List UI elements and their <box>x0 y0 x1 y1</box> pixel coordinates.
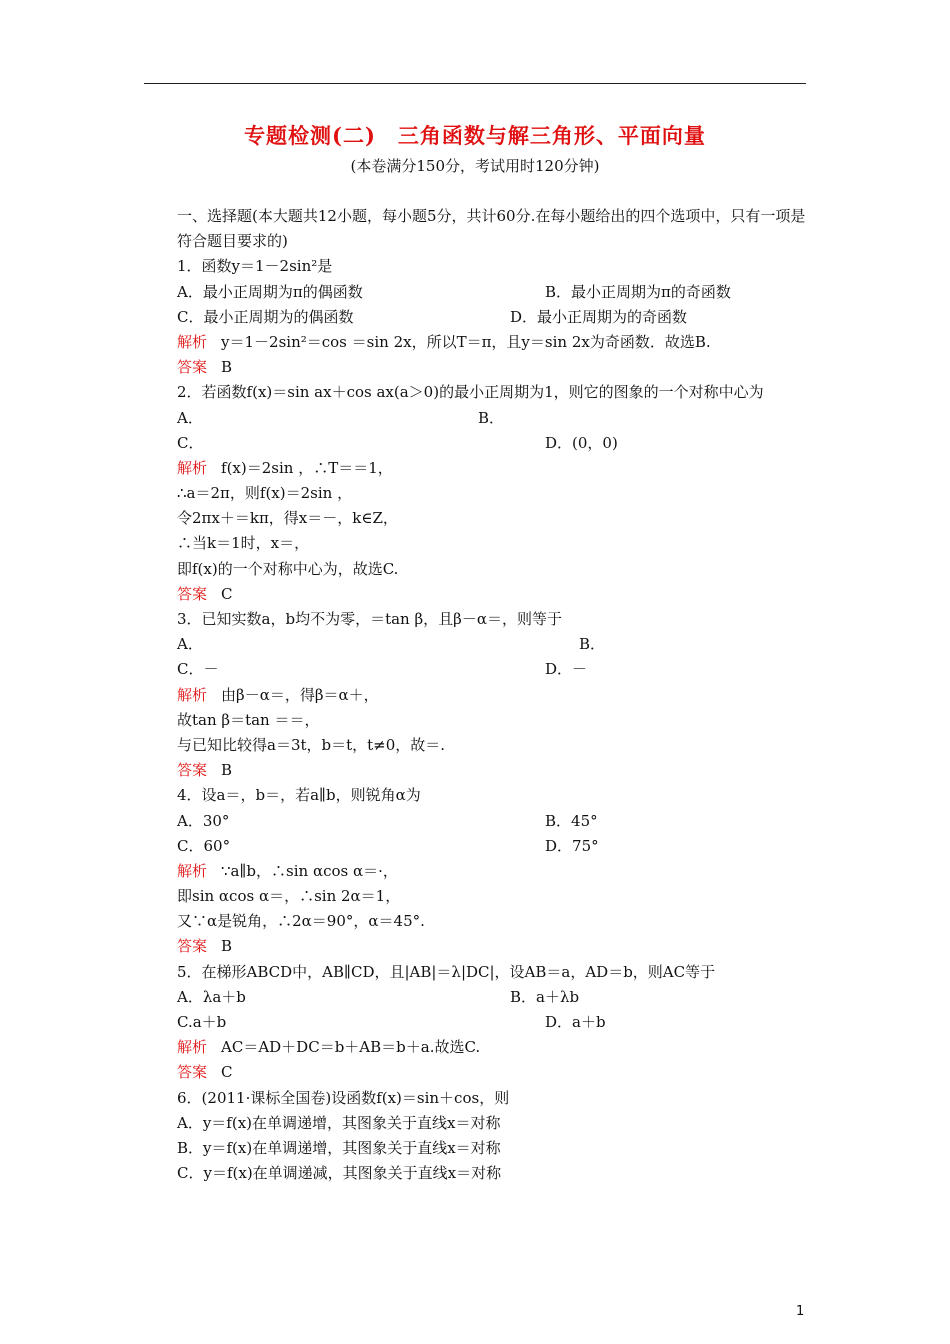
q4-stem: 4．设a＝，b＝，若a∥b，则锐角α为 <box>177 786 421 805</box>
q4-option-d: D．75° <box>545 836 599 855</box>
q2-answer <box>146 582 810 607</box>
q4-options-cd <box>146 834 810 859</box>
q1-answer <box>146 355 810 380</box>
q4-option-a: A．30° <box>177 811 230 830</box>
q3-option-a: A． <box>177 635 203 654</box>
q3-stem: 3．已知实数a，b均不为零，＝tan β，且β－α＝，则等于 <box>177 610 562 629</box>
page-title: 专题检测(二) 三角函数与解三角形、平面向量 <box>244 123 706 148</box>
answer-label: 答案 <box>177 1063 208 1082</box>
q3-solution <box>146 683 810 708</box>
q1-option-c: C．最小正周期为的偶函数 <box>177 307 354 326</box>
solution-label: 解析 <box>177 685 208 704</box>
q2-stem: 2．若函数f(x)＝sin ax＋cos ax(a＞0)的最小正周期为1，则它的图象的一个对称中心为 <box>177 383 764 402</box>
q2-options-ab <box>146 406 810 431</box>
q1-option-b: B．最小正周期为π的奇函数 <box>545 282 731 301</box>
document-body <box>146 204 810 1186</box>
q4-option-b: B．45° <box>545 811 598 830</box>
q4-solution-line1: ∵a∥b，∴sin αcos α＝·， <box>221 861 398 880</box>
q4-solution-line2: 即sin αcos α＝，∴sin 2α＝1， <box>177 887 401 906</box>
q3-answer <box>146 758 810 783</box>
q5-options-ab <box>146 985 810 1010</box>
answer-label: 答案 <box>177 761 208 780</box>
q4-option-c: C．60° <box>177 836 231 855</box>
q5-options-cd <box>146 1010 810 1035</box>
q3-solution-line1: 由β－α＝，得β＝α＋， <box>221 685 379 704</box>
q2-solution-line3: 令2πx＋＝kπ，得x＝－，k∈Z， <box>177 509 398 528</box>
q4-solution-line3: 又∵α是锐角，∴2α＝90°，α＝45°. <box>177 912 425 931</box>
answer-label: 答案 <box>177 584 208 603</box>
q3-solution-line3: 与已知比较得a＝3t，b＝t，t≠0，故＝. <box>177 735 446 754</box>
q4-answer <box>146 934 810 959</box>
q5-solution-text: AC＝AD＋DC＝b＋AB＝b＋a.故选C. <box>221 1038 481 1057</box>
q4-options-ab <box>146 809 810 834</box>
q5-answer-value: C <box>221 1063 233 1082</box>
q3-options-ab <box>146 632 810 657</box>
q6-stem: 6．(2011·课标全国卷)设函数f(x)＝sin＋cos，则 <box>177 1088 510 1107</box>
q1-options-cd <box>146 305 810 330</box>
q1-option-d: D．最小正周期为的奇函数 <box>510 307 688 326</box>
q5-answer <box>146 1060 810 1085</box>
q2-solution-line5: 即f(x)的一个对称中心为，故选C. <box>177 559 399 578</box>
solution-label: 解析 <box>177 1038 208 1057</box>
page-number: 1 <box>796 1304 805 1319</box>
q2-options-cd <box>146 431 810 456</box>
q5-solution <box>146 1035 810 1060</box>
q3-option-b: B． <box>579 635 606 654</box>
q2-option-b: B． <box>478 408 505 427</box>
q3-options-cd <box>146 657 810 682</box>
q5-stem: 5．在梯形ABCD中，AB∥CD，且|AB|＝λ|DC|，设AB＝a，AD＝b，则AC等于 <box>177 962 716 981</box>
q1-solution <box>146 330 810 355</box>
q6-option-a: A．y＝f(x)在单调递增，其图象关于直线x＝对称 <box>177 1113 501 1132</box>
page-subtitle: (本卷满分150分，考试用时120分钟) <box>350 157 600 175</box>
q3-answer-value: B <box>221 761 233 780</box>
solution-label: 解析 <box>177 861 208 880</box>
solution-label: 解析 <box>177 458 208 477</box>
q4-answer-value: B <box>221 937 233 956</box>
q1-solution-text: y＝1－2sin²＝cos ＝sin 2x，所以T＝π，且y＝sin 2x为奇函数．故选B. <box>221 332 711 351</box>
q1-options-ab <box>146 280 810 305</box>
q2-option-c: C． <box>177 433 204 452</box>
answer-label: 答案 <box>177 358 208 377</box>
q5-option-b: B．a＋λb <box>510 987 580 1006</box>
q2-option-a: A． <box>177 408 203 427</box>
q2-option-d: D．(0，0) <box>545 433 618 452</box>
solution-label: 解析 <box>177 332 208 351</box>
section-intro: 一、选择题(本大题共12小题，每小题5分，共计60分.在每小题给出的四个选项中，只有一项是符合题目要求的) <box>177 207 806 251</box>
q1-answer-value: B <box>221 358 233 377</box>
q6-option-c: C．y＝f(x)在单调递减，其图象关于直线x＝对称 <box>177 1164 502 1183</box>
q6-option-b: B．y＝f(x)在单调递增，其图象关于直线x＝对称 <box>177 1138 501 1157</box>
q3-option-d: D．－ <box>545 660 588 679</box>
q2-solution-line1: f(x)＝2sin ，∴T＝＝1， <box>221 458 393 477</box>
q4-solution <box>146 859 810 884</box>
q2-solution-line2: ∴a＝2π，则f(x)＝2sin ， <box>177 484 353 503</box>
q5-option-a: A．λa＋b <box>177 987 246 1006</box>
q2-solution <box>146 456 810 481</box>
header-rule <box>144 83 806 84</box>
q5-option-c: C.a＋b <box>177 1013 227 1032</box>
q2-answer-value: C <box>221 584 233 603</box>
q5-option-d: D．a＋b <box>545 1013 606 1032</box>
answer-label: 答案 <box>177 937 208 956</box>
q1-option-a: A．最小正周期为π的偶函数 <box>177 282 363 301</box>
q3-option-c: C．－ <box>177 660 219 679</box>
q2-solution-line4: ∴当k＝1时，x＝， <box>177 534 310 553</box>
q3-solution-line2: 故tan β＝tan ＝＝， <box>177 710 320 729</box>
q1-stem: 1．函数y＝1－2sin²是 <box>177 257 333 276</box>
